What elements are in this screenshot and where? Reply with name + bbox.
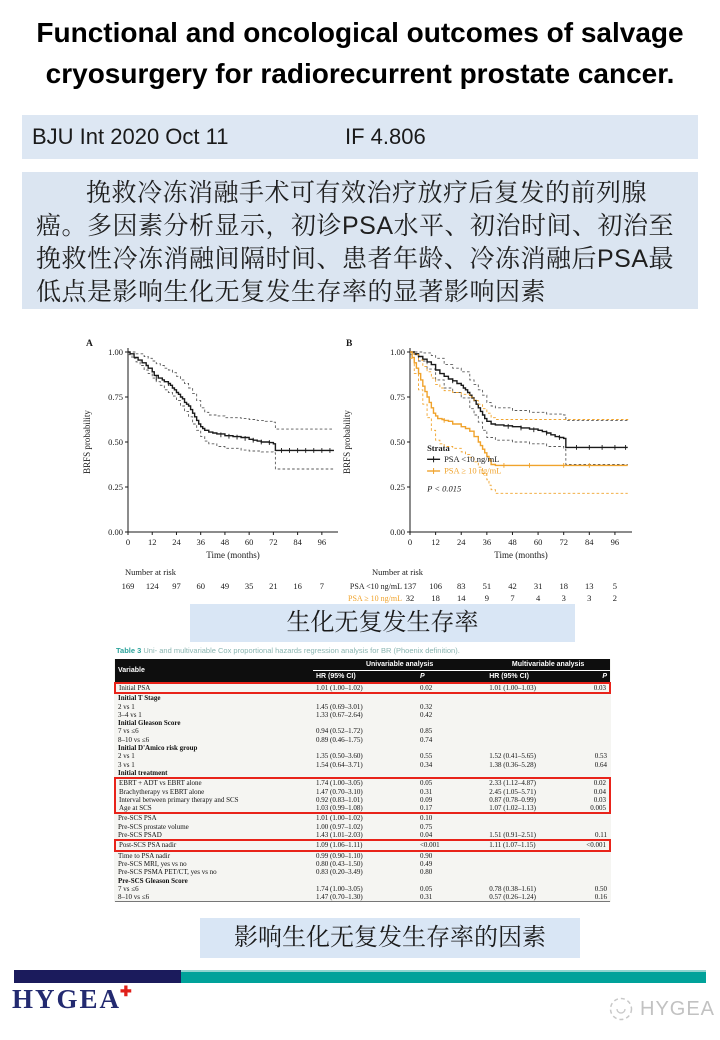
hygea-logo [12, 984, 135, 1015]
hygea-watermark [608, 996, 715, 1022]
y-tick-label: 0.25 [108, 481, 123, 492]
chinese-summary-text: 挽救冷冻消融手术可有效治疗放疗后复发的前列腺癌。多因素分析显示，初诊PSA水平、初治时间、初治至挽救性冷冻消融间隔时间、患者年龄、冷冻消融后PSA最低点是影响生化无复发生存率的显著影响因素 [36, 179, 675, 306]
km-curve [128, 352, 334, 450]
risk-count: 16 [293, 581, 302, 591]
risk-count: 31 [533, 581, 543, 591]
y-tick-label: 0.00 [390, 526, 405, 537]
journal-reference: BJU Int 2020 Oct 11 [32, 124, 229, 149]
table-row: Interval between primary therapy and SCS 0.92 (0.83–1.01) 0.09 0.87 (0.78–0.99) 0.03 [115, 796, 610, 804]
table-row: 7 vs ≤6 1.74 (1.00–3.05) 0.05 0.78 (0.38–1.61) 0.50 [118, 884, 607, 893]
y-axis-label: BRFS probability [82, 410, 92, 474]
x-tick-label: 36 [482, 537, 492, 547]
km-curve [410, 352, 628, 447]
y-tick-label: 0.75 [390, 391, 405, 402]
y-tick-label: 0.00 [108, 526, 123, 537]
table-header [115, 659, 610, 683]
km-figure [0, 336, 720, 608]
col-header-variable: Variable [115, 659, 313, 683]
table-row: Pre-SCS PSMA PET/CT, yes vs no 0.83 (0.20–3.49) 0.80 [118, 868, 433, 877]
p-value-text: P < 0.015 [427, 483, 462, 494]
table-row: Time to PSA nadir 0.99 (0.90–1.10) 0.90 [118, 851, 433, 860]
risk-count: 60 [196, 581, 205, 591]
x-tick-label: 60 [533, 537, 543, 547]
table-caption-label: Table 3 [116, 646, 142, 655]
km-chart-panel-b [340, 336, 640, 608]
km-ci-upper [128, 352, 334, 429]
y-tick-label: 0.25 [390, 481, 405, 492]
table-row: 8–10 vs ≤6 1.47 (0.70–1.30) 0.31 0.57 (0.26–1.24) 0.16 [118, 893, 607, 902]
km-chart-panel-a [80, 336, 350, 608]
red-cross-icon: ✚ [120, 985, 134, 1000]
x-tick-label: 12 [147, 537, 157, 547]
table-row: Pre-SCS PSA 1.01 (1.00–1.02) 0.10 [118, 814, 433, 823]
km-ci-lower [410, 358, 628, 493]
table-row: 3 vs 1 1.54 (0.64–3.71) 0.34 1.38 (0.36–5.28) 0.64 [118, 760, 607, 769]
risk-row-label: PSA ≥ 10 ng/mL [348, 594, 402, 603]
km-ci-upper [410, 352, 628, 420]
x-tick-label: 24 [456, 537, 466, 547]
km-ci-upper [410, 352, 628, 421]
chinese-summary-box [22, 172, 698, 309]
x-tick-label: 84 [585, 537, 594, 547]
table-row: Initial treatment [118, 768, 168, 777]
footer-bar [14, 970, 706, 983]
risk-count: 2 [612, 593, 618, 603]
risk-count: 3 [587, 593, 592, 603]
y-axis-label: BRFS probability [342, 410, 352, 474]
title-line-1: Functional and oncological outcomes of salvage [36, 17, 684, 48]
panel-letter: B [346, 339, 353, 349]
risk-count: 21 [269, 581, 278, 591]
legend-label: PSA <10 ng/mL [444, 453, 500, 464]
risk-heading: Number at risk [125, 567, 176, 577]
axis-lines [410, 348, 632, 532]
caption-brfs: 生化无复发生存率 [190, 604, 575, 642]
y-tick-label: 0.50 [108, 436, 123, 447]
x-axis-label: Time (months) [494, 550, 548, 560]
risk-count: 169 [121, 581, 135, 591]
risk-count: 9 [484, 593, 489, 603]
x-tick-label: 48 [220, 537, 230, 547]
risk-row-label: PSA <10 ng/mL [349, 582, 402, 591]
col-subheader-2: HR (95% CI) [486, 671, 570, 684]
x-tick-label: 0 [407, 537, 413, 547]
table-row: Pre-SCS Gleason Score [118, 876, 188, 885]
hygea-logo-text: HYGEA [12, 984, 122, 1014]
risk-count: 35 [244, 581, 254, 591]
journal-bar [22, 115, 698, 159]
x-tick-label: 24 [172, 537, 181, 547]
watermark-circle-icon [608, 996, 634, 1022]
table-row: Brachytherapy vs EBRT alone 1.47 (0.70–3.10) 0.31 2.45 (1.05–5.71) 0.04 [115, 788, 610, 796]
risk-count: 14 [456, 593, 466, 603]
risk-count: 137 [403, 581, 417, 591]
risk-count: 42 [508, 581, 517, 591]
risk-count: 3 [561, 593, 566, 603]
col-subheader-0: HR (95% CI) [313, 671, 417, 684]
y-tick-label: 1.00 [390, 346, 405, 357]
col-header-multivariable: Multivariable analysis [486, 659, 610, 671]
legend-title: Strata [427, 443, 450, 453]
legend-label: PSA ≥ 10 ng/mL [444, 465, 502, 476]
table-row: 3–4 vs 1 1.33 (0.67–2.64) 0.42 [118, 710, 433, 719]
table-row: Age at SCS 1.03 (0.99–1.08) 0.17 1.07 (1.02–1.13) 0.005 [115, 804, 610, 813]
watermark-text: HYGEA [640, 997, 716, 1020]
risk-count: 83 [456, 581, 466, 591]
table-row: Initial Gleason Score [118, 719, 181, 728]
col-subheader-1: P [417, 671, 486, 684]
risk-heading: Number at risk [372, 567, 423, 577]
page-title [0, 12, 720, 94]
footer-bar-teal-segment [181, 970, 706, 983]
table-row: Post-SCS PSA nadir 1.09 (1.06–1.11) <0.001 1.11 (1.07–1.15) <0.001 [115, 840, 610, 850]
title-line-2: cryosurgery for radiorecurrent prostate cancer. [45, 58, 675, 89]
risk-count: 124 [145, 581, 159, 591]
table-row: 7 vs ≤6 0.94 (0.52–1.72) 0.85 [118, 727, 433, 736]
x-tick-label: 36 [196, 537, 205, 547]
x-axis-label: Time (months) [206, 550, 260, 560]
table-row: Pre-SCS prostate volume 1.00 (0.97–1.02) 0.75 [118, 822, 433, 831]
panel-letter: A [86, 339, 93, 349]
table-caption [116, 646, 611, 655]
table-row: Initial D'Amico risk group [118, 744, 198, 753]
x-tick-label: 96 [610, 537, 620, 547]
table-row: EBRT + ADT vs EBRT alone 1.74 (1.00–3.05) 0.05 2.33 (1.12–4.87) 0.02 [115, 778, 610, 787]
risk-count: 51 [482, 581, 492, 591]
table-body [115, 683, 610, 902]
x-tick-label: 48 [508, 537, 517, 547]
x-tick-label: 72 [269, 537, 278, 547]
cox-table-block [114, 646, 611, 902]
y-tick-label: 0.50 [390, 436, 405, 447]
x-tick-label: 12 [431, 537, 440, 547]
risk-count: 5 [612, 581, 618, 591]
risk-count: 32 [405, 593, 415, 603]
footer-bar-navy-segment [14, 970, 181, 983]
risk-count: 106 [429, 581, 442, 591]
x-tick-label: 0 [125, 537, 131, 547]
risk-count: 7 [319, 581, 324, 591]
x-tick-label: 96 [317, 537, 327, 547]
col-subheader-3: P [570, 671, 610, 684]
y-tick-label: 1.00 [108, 346, 123, 357]
table-row: 8–10 vs ≤6 0.89 (0.46–1.75) 0.74 [118, 735, 433, 744]
caption-factors: 影响生化无复发生存率的因素 [200, 918, 580, 958]
table-row: Initial PSA 1.01 (1.00–1.02) 0.02 1.01 (1.00–1.03) 0.03 [115, 683, 610, 693]
risk-count: 97 [172, 581, 181, 591]
y-tick-label: 0.75 [108, 391, 123, 402]
risk-count: 18 [559, 581, 568, 591]
table-row: Pre-SCS MRI, yes vs no 0.80 (0.43–1.50) 0.49 [118, 859, 433, 868]
risk-count: 49 [220, 581, 230, 591]
risk-count: 4 [535, 593, 541, 603]
impact-factor: IF 4.806 [345, 124, 426, 149]
table-row: Initial T Stage [118, 694, 161, 703]
table-caption-text: Uni- and multivariable Cox proportional hazards regression analysis for BR (Phoenix definition). [143, 646, 460, 655]
km-ci-lower [128, 355, 334, 469]
risk-count: 18 [431, 593, 440, 603]
axis-lines [128, 348, 338, 532]
risk-count: 7 [510, 593, 515, 603]
x-tick-label: 72 [559, 537, 568, 547]
x-tick-label: 84 [293, 537, 302, 547]
table-row: 2 vs 1 1.45 (0.69–3.01) 0.32 [118, 702, 433, 711]
table-row: Pre-SCS PSAD 1.43 (1.01–2.03) 0.04 1.51 (0.91–2.51) 0.11 [118, 831, 607, 840]
cox-regression-table [114, 659, 611, 902]
x-tick-label: 60 [244, 537, 254, 547]
risk-count: 13 [585, 581, 594, 591]
col-header-univariable: Univariable analysis [313, 659, 486, 671]
table-row: 2 vs 1 1.35 (0.50–3.60) 0.55 1.52 (0.41–5.65) 0.53 [118, 752, 607, 761]
